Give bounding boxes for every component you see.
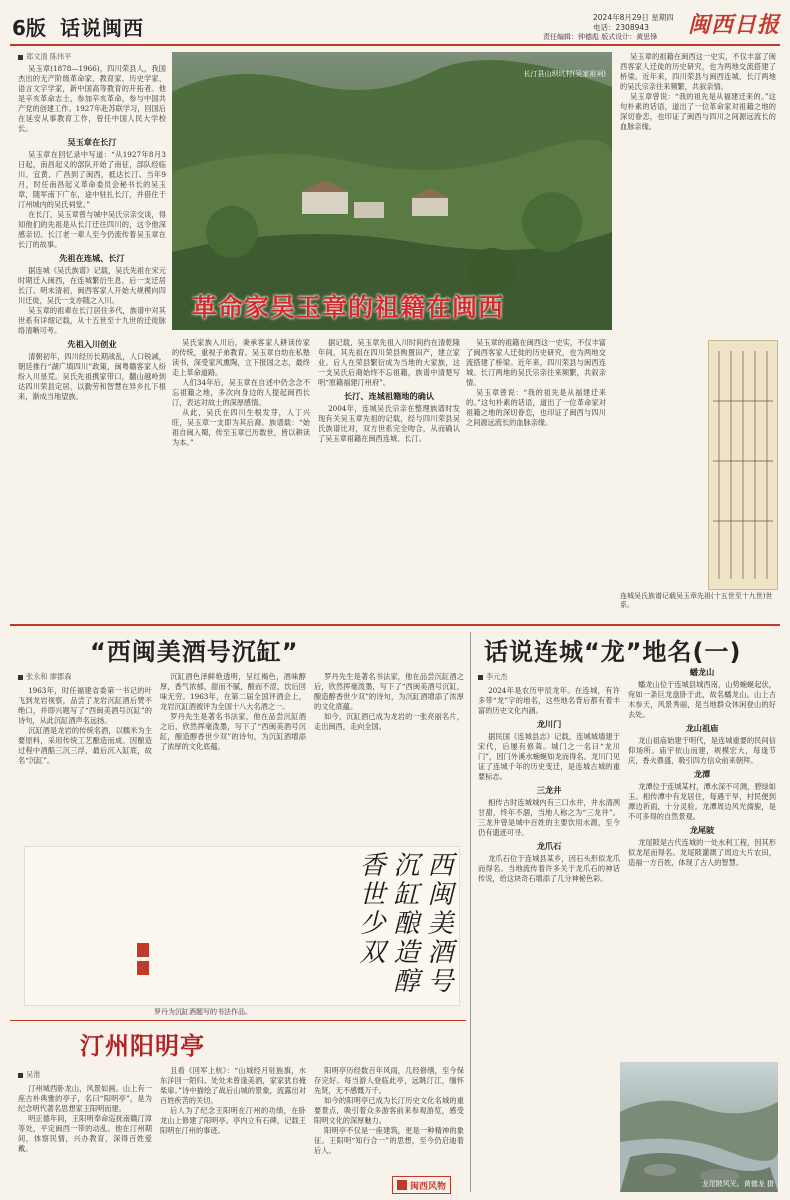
paragraph: 如今的阳明亭已成为长汀历史文化名城的重要景点，吸引着众多游客前来参观游览，感受阳明文化的深厚魅力。 — [314, 1096, 464, 1125]
seal-stamp — [137, 943, 149, 957]
stamp-label: 闽西风物 — [410, 1181, 447, 1192]
header-rule — [10, 44, 780, 46]
paragraph: 2024年是农历甲辰龙年。在连城，有许多带“龙”字的地名，这些地名背后都有着丰富的历史文化内涵。 — [478, 686, 620, 715]
paragraph: 吴氏家族入川后，秉承客家人耕读传家的传统，重视子弟教育。吴玉章自幼在私塾读书，深受家风熏陶，立下报国之志，最终走上革命道路。 — [172, 338, 310, 377]
paragraph: 2004年，连城吴氏宗亲在整理族谱时发现有关吴玉章先祖的记载，经与四川荣县吴氏族谱比对，双方世系完全吻合，从而确认了吴玉章祖籍在闽西连城、长汀。 — [318, 404, 460, 443]
editor-credits: 责任编辑：钟德彪 版式设计：黄思锋 — [543, 33, 658, 41]
subhead: 三龙井 — [536, 785, 562, 795]
article1-col3b — [466, 338, 606, 616]
article2-byline: 张永和 廖郡森 — [18, 672, 71, 682]
paragraph: 罗丹先生是著名书法家，他在品尝沉缸酒之后，欣然挥毫泼墨，写下了“西闽美酒号沉缸，酿造醇香世少双”的诗句，为沉缸酒增添了浓厚的文化底蕴。 — [314, 672, 464, 711]
article1-title: 革命家吴玉章的祖籍在闽西 — [192, 293, 505, 322]
editor-phone: 电话：2308943 — [593, 23, 649, 32]
calligraphy-artwork — [24, 846, 460, 1006]
article1-col3 — [318, 338, 460, 616]
column-stamp — [392, 1176, 451, 1194]
paragraph: 沉缸酒是龙岩的传统名酒，以糯米为主要原料，采用传统工艺酿造而成。因酿造过程中酒醅三沉三浮，最后沉入缸底，故名“沉缸”。 — [18, 726, 152, 765]
article3-col2 — [628, 664, 776, 1124]
subhead: 龙川门 — [536, 719, 562, 729]
calligraphy-text: 西闽美酒号沉缸酿造醇香世少双 — [355, 851, 453, 996]
genealogy-caption: 连城吴氏族谱记载吴玉章先祖(十五世至十九世)世系。 — [620, 592, 773, 609]
paragraph: 人们34年后，吴玉章在自述中仍念念不忘祖籍之地，多次向身边的人提起闽西长汀，表达对故土的深厚感情。 — [172, 378, 310, 407]
paragraph: 龙尾陂是古代连城的一处水利工程，因其形似龙尾而得名。龙尾陂灌溉了周边大片农田，造福一方百姓，体现了古人的智慧。 — [628, 838, 776, 867]
article1-main-photo — [172, 52, 612, 330]
stamp-icon — [397, 1180, 407, 1190]
subhead: 龙山祖庙 — [685, 723, 719, 733]
section-rule — [10, 624, 780, 626]
paragraph: 阳明亭不仅是一座建筑，更是一种精神的象征。王阳明“知行合一”的思想，至今仍启迪着后人。 — [314, 1126, 464, 1155]
paragraph: 在长汀，吴玉章曾与城中吴氏宗亲交谈，得知他们的先祖是从长汀迁往四川的，这令他深感亲切。长汀老一辈人至今仍流传着吴玉章在长汀的故事。 — [18, 210, 166, 249]
paragraph: 阳明亭历经数百年风雨，几经修缮，至今保存完好。每当游人登临此亭，远眺汀江，缅怀先贤，无不感慨万千。 — [314, 1066, 464, 1095]
article4-col3 — [314, 1066, 464, 1176]
paragraph: 从此，吴氏在四川生根发芽，人丁兴旺，吴玉章一支即为其后裔。族谱载：“始祖自闽入蜀，传至玉章已历数世，皆以耕读为本。” — [172, 408, 310, 447]
paragraph: 罗丹先生是著名书法家，他在品尝沉缸酒之后，欣然挥毫泼墨，写下了“西闽美酒号沉缸，酿造醇香世少双”的诗句，为沉缸酒增添了浓厚的文化底蕴。 — [160, 712, 306, 751]
article3-title: 话说连城“龙”地名(一) — [484, 638, 742, 666]
paragraph: 据连城《吴氏族谱》记载，吴氏先祖在宋元时期迁入闽西，在连城繁衍生息，后一支迁居长汀。明末清初，闽西客家人开始大规模向四川迁徙，吴氏一支亦随之入川。 — [18, 266, 166, 305]
paragraph: 吴玉章曾说：“我的祖先是从福建迁来的。”这句朴素的话语，道出了一位革命家对祖籍之地的深切眷恋，也印证了闽西与四川之间源远流长的血脉亲缘。 — [620, 92, 776, 131]
paragraph: 明正德年间，王阳明奉命巡抚南赣汀漳等处，平定闽西一带的动乱。他在汀州期间，体察民情，兴办教育，深得百姓爱戴。 — [18, 1114, 152, 1153]
article1-col4 — [620, 52, 776, 332]
paragraph: 相传古时连城城内有三口水井，井水清冽甘甜，终年不涸，当地人称之为“三龙井”。三龙井曾是城中百姓的主要饮用水源，至今仍有遗迹可寻。 — [478, 798, 620, 837]
paragraph: 据民国《连城县志》记载，连城城墙建于宋代，后屡有修葺。城门之一名曰“龙川门”，因门外溪水蜿蜒如龙而得名。龙川门见证了连城千年的历史变迁，是连城古城的重要标志。 — [478, 732, 620, 781]
paragraph: 汀州城西卧龙山，风景如画。山上有一座古朴典雅的亭子，名曰“阳明亭”，是为纪念明代著名思想家王阳明而建。 — [18, 1084, 152, 1113]
article2-title: “西闽美酒号沉缸” — [90, 638, 299, 666]
paragraph: 龙潭位于连城某村，潭水深不可测，碧绿如玉。相传潭中有龙居住，每遇干旱，村民便到潭边祈雨，十分灵验。龙潭周边风光旖旎，是不可多得的自然景观。 — [628, 782, 776, 821]
article3-byline: 李元杰 — [478, 672, 508, 682]
article3-col1 — [478, 686, 620, 1136]
subhead: 龙尾陂 — [689, 825, 715, 835]
paragraph: 龙山祖庙始建于明代，是连城重要的民间信仰场所。庙宇依山而建，规模宏大，每逢节庆，香火鼎盛，吸引四方信众前来朝拜。 — [628, 736, 776, 765]
subhead: 吴玉章在长汀 — [67, 137, 117, 147]
paragraph: 吴玉章的祖籍在闽西这一史实，不仅丰富了闽西客家人迁徙的历史研究，也为两地交流搭建了桥梁。近年来，四川荣县与闽西连城、长汀两地的吴氏宗亲往来频繁，共叙亲情。 — [620, 52, 776, 91]
photo-caption: 长汀县山坝坑村(吴家祖祠) — [523, 70, 606, 78]
article3-photo — [620, 1062, 778, 1192]
page-number: 6版 — [12, 16, 46, 40]
seal-stamp — [137, 961, 149, 975]
paragraph: 据记载，吴玉章先祖入川时间约在清乾隆年间，其先祖在四川荣县购置田产，建立家业。后人在荣县繁衍成为当地的大家族，这一支吴氏后裔始终不忘祖籍，族谱中清楚写明“原籍福建汀州府”。 — [318, 338, 460, 387]
paragraph: 吴玉章(1878—1966)，四川荣县人，我国杰出的无产阶级革命家、教育家、历史学家、语言文字学家，新中国高等教育的开拓者。他是辛亥革命志士，参加辛亥革命，参与中国共产党的创建工作。1927年赴苏联学习，回国后在延安从事教育工作，曾任中国人民大学校长。 — [18, 64, 166, 133]
article4-col2 — [160, 1066, 306, 1196]
paragraph: 且看《回军上杭》：“山城经月驻旌旗，水东洋回一陌归。处处未曾逢美酒，家家犹自掩柴扉。”诗中描绘了战后山城的景象，流露出对百姓疾苦的关切。 — [160, 1066, 306, 1105]
paragraph: 吴玉章的祖籍在闽西这一史实，不仅丰富了闽西客家人迁徙的历史研究，也为两地交流搭建了桥梁。近年来，四川荣县与闽西连城、长汀两地的吴氏宗亲往来频繁，共叙亲情。 — [466, 338, 606, 387]
paragraph: 清朝初年，四川经历长期战乱，人口锐减，朝廷推行“湖广填四川”政策，闽粤赣客家人纷纷入川垦荒。吴氏先祖携家带口，翻山越岭到达四川荣县定居，以勤劳和智慧在异乡扎下根来，渐成当地望族。 — [18, 352, 166, 401]
paragraph: 龙爪石位于连城县某乡，因石头形似龙爪而得名。当地流传着许多关于龙爪石的神话传说，给这块奇石增添了几分神秘色彩。 — [478, 854, 620, 883]
newspaper-logo: 闽西日报 — [688, 12, 781, 38]
photo-caption: 龙尾陂风光。黄德龙 摄 — [701, 1180, 774, 1188]
article2-col1 — [18, 686, 152, 838]
section-rule — [10, 1020, 466, 1021]
subhead: 蟠龙山 — [689, 667, 715, 677]
article2-col3 — [314, 672, 464, 838]
subhead: 长汀、连城祖籍地的确认 — [343, 391, 435, 401]
article1-col1 — [18, 64, 166, 616]
paragraph: 沉缸酒色泽鲜艳透明，呈红褐色，酒味醇厚，香气浓郁，甜而不腻，酸而不涩，饮后回味无穷。1963年，在第二届全国评酒会上，龙岩沉缸酒被评为全国十八大名酒之一。 — [160, 672, 306, 711]
paragraph: 如今，沉缸酒已成为龙岩的一张亮丽名片，走出闽西，走向全国。 — [314, 712, 464, 731]
article4-byline: 吴淮 — [18, 1070, 40, 1080]
subhead: 先祖在连城、长汀 — [59, 253, 125, 263]
article2-col2 — [160, 672, 306, 838]
calligraphy-caption: 罗丹为沉缸酒题写的书法作品。 — [154, 1008, 252, 1016]
paragraph: 1963年，时任福建省委第一书记的叶飞到龙岩视察，品尝了龙岩沉缸酒后赞不绝口，并即兴题写了“西闽美酒号沉缸”的诗句，从此沉缸酒声名远扬。 — [18, 686, 152, 725]
river-landscape-photo — [620, 1062, 778, 1192]
page-header — [0, 0, 790, 44]
issue-date: 2024年8月29日 星期四 — [593, 13, 674, 22]
genealogy-photo — [708, 340, 778, 590]
article1-col2 — [172, 338, 310, 616]
paragraph: 吴玉章的祖辈在长汀居住多代，族谱中对其世系有详细记载，从十五世至十九世的迁徙脉络清晰可考。 — [18, 306, 166, 335]
paragraph: 吴玉章曾说：“我的祖先是从福建迁来的。”这句朴素的话语，道出了一位革命家对祖籍之地的深切眷恋，也印证了闽西与四川之间源远流长的血脉亲缘。 — [466, 388, 606, 427]
paragraph: 吴玉章在回忆录中写道：“从1927年8月3日起，南昌起义的部队开始了南征，部队经临川、宜黄、广昌到了闽西，抵达长汀。当年9月，时任南昌起义革命委员会秘书长的吴玉章，随军南下广东，途中驻扎长汀，并借住于汀州城内的吴氏祠堂。” — [18, 150, 166, 209]
paragraph: 蟠龙山位于连城县城西南，山势蜿蜒起伏，宛如一条巨龙盘卧于此，故名蟠龙山。山上古木参天，风景秀丽，是当地群众休闲登山的好去处。 — [628, 680, 776, 719]
article4-title: 汀州阳明亭 — [80, 1032, 205, 1060]
subhead: 龙潭 — [693, 769, 711, 779]
article1-byline: 郑文清 陈伟平 — [18, 52, 71, 62]
subhead: 先祖入川创业 — [67, 339, 117, 349]
paragraph: 后人为了纪念王阳明在汀州的功绩，在卧龙山上修建了阳明亭。亭内立有石碑，记载王阳明在汀州的事迹。 — [160, 1106, 306, 1135]
genealogy-page-icon — [709, 341, 777, 589]
column-divider — [470, 632, 471, 1192]
subhead: 龙爪石 — [536, 841, 562, 851]
article4-col1 — [18, 1084, 152, 1196]
section-title: 话说闽西 — [60, 16, 144, 40]
